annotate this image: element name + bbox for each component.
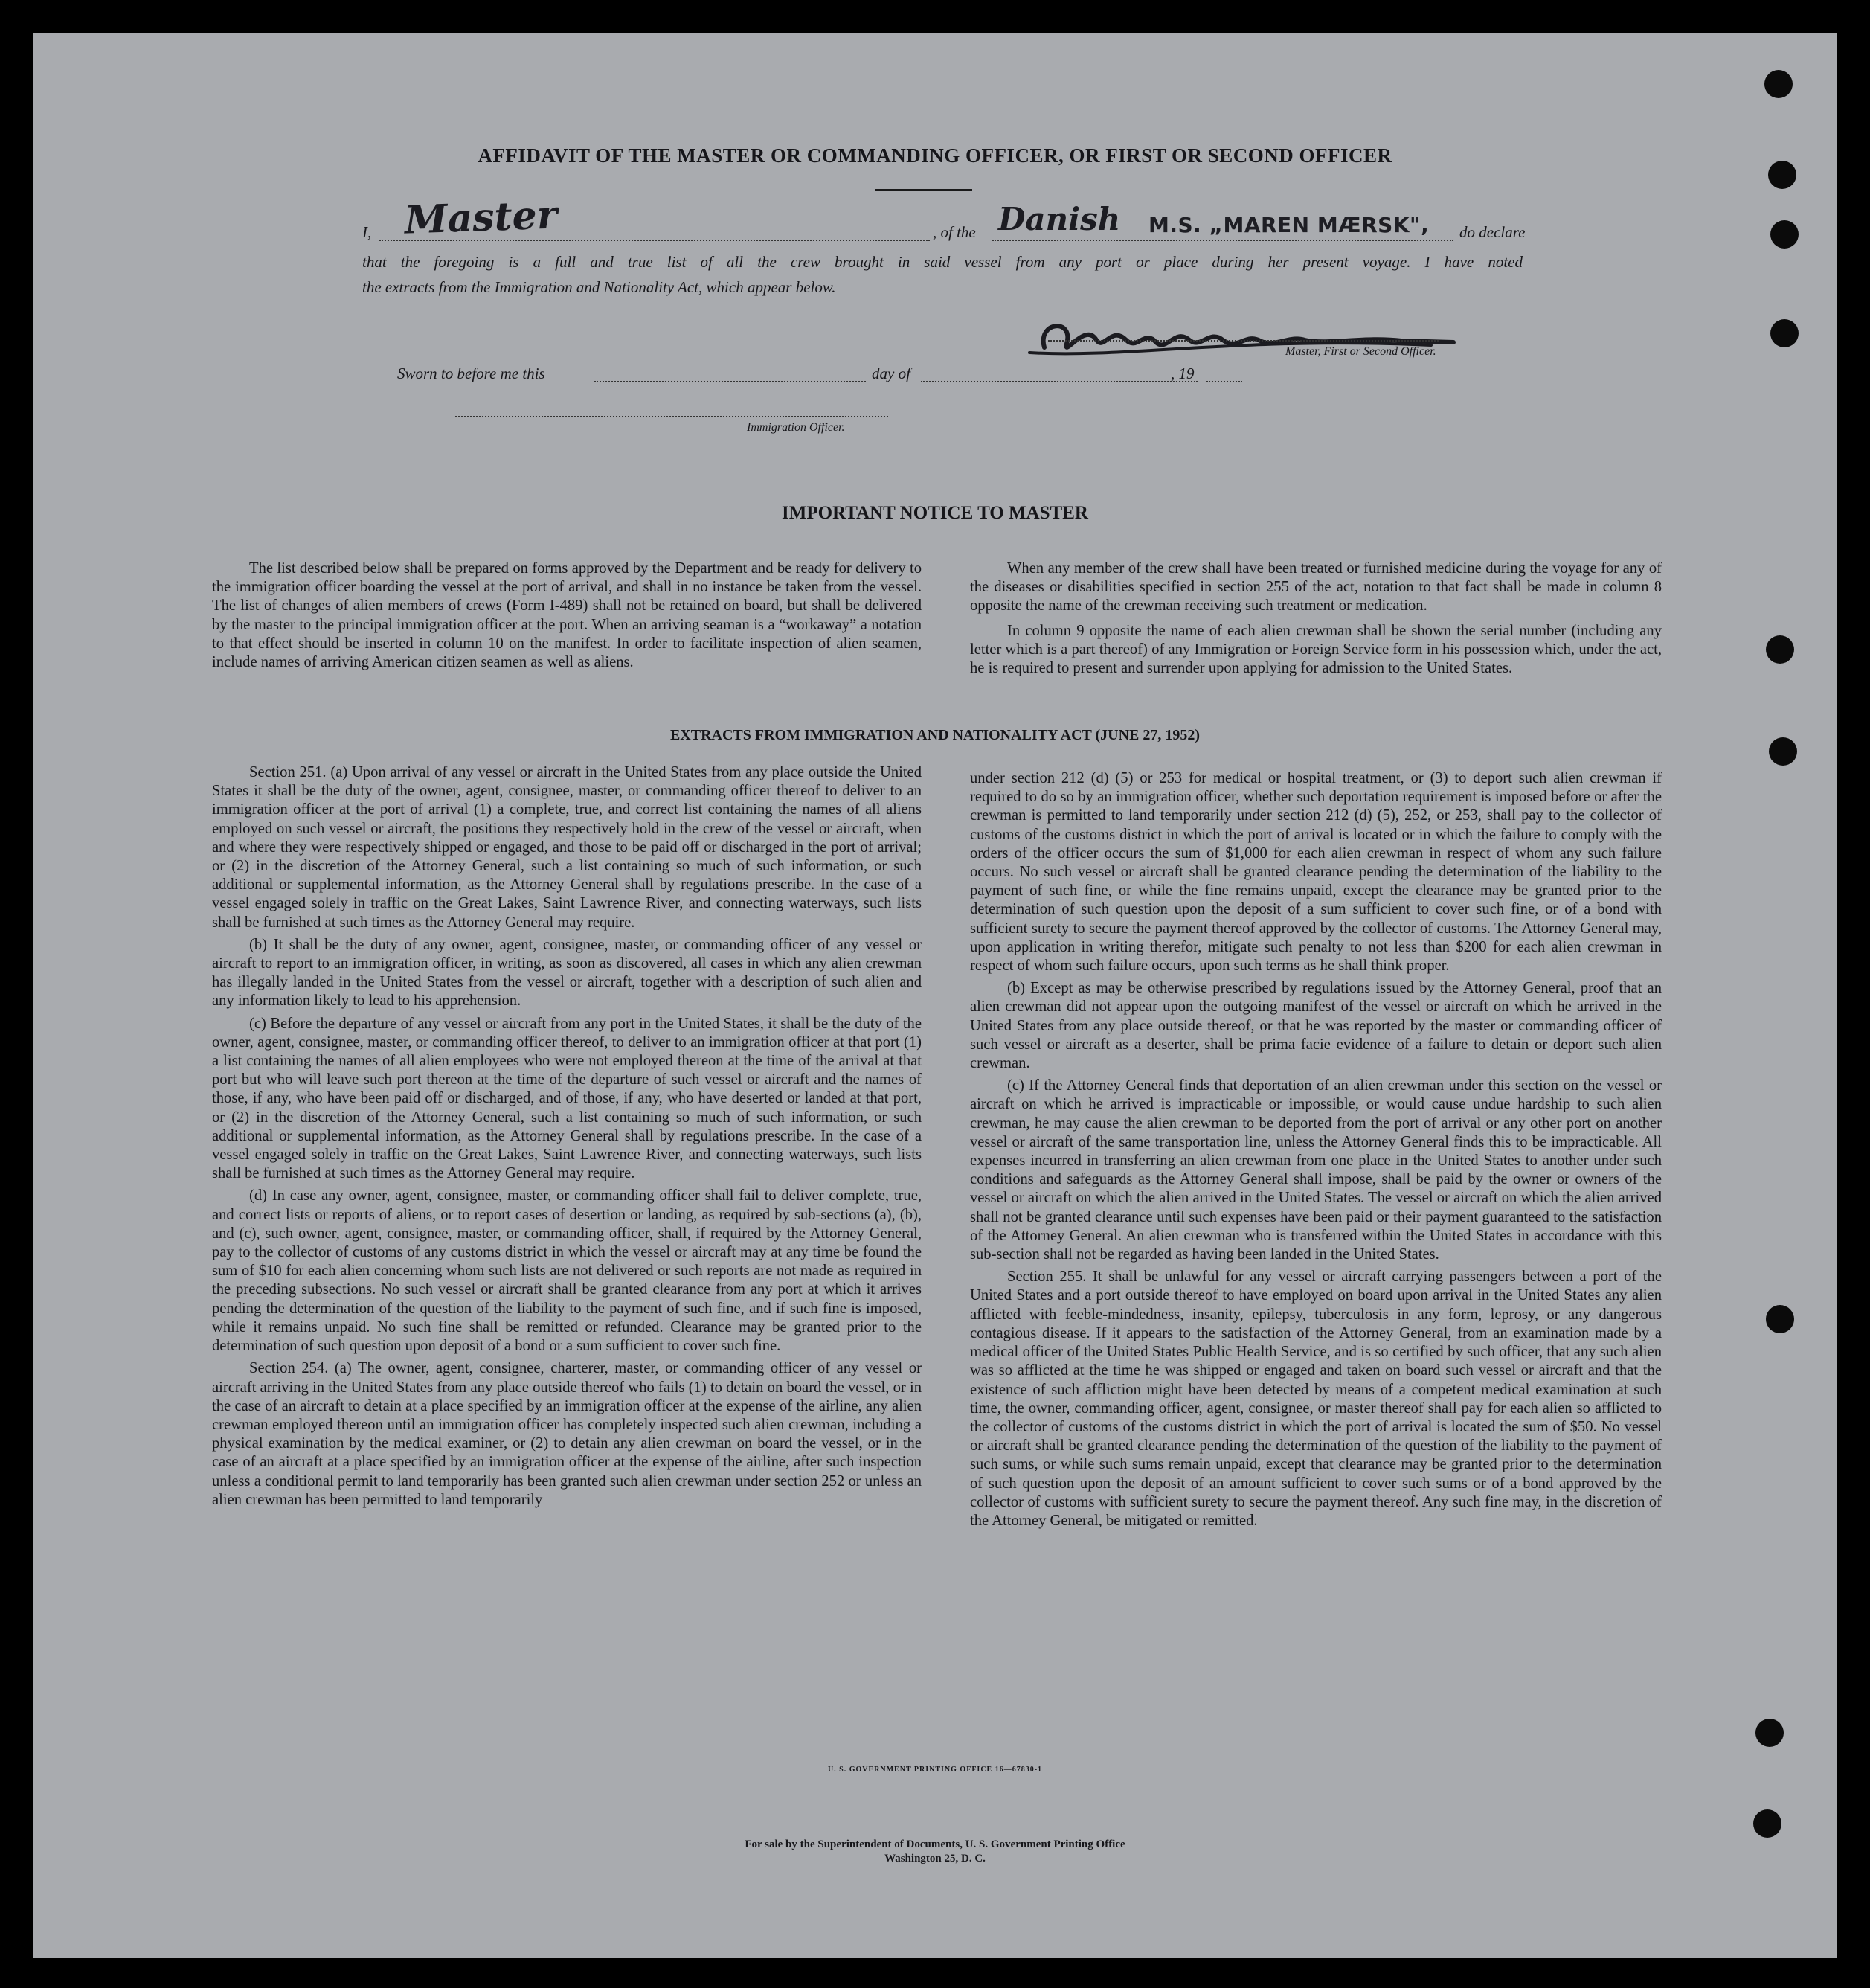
section-paragraph: under section 212 (d) (5) or 253 for medical or hospital treatment, or (3) to deport such alien crewman if required to do so by an immigration officer, whether such deportation requirement is imposed before or after the crewman is permitted to land temporarily under section 212 (d) (5), 252, or 253, shall pay to the collector of customs of the customs district in which the port of arrival is located or in which the failure to comply with the orders of the officer occurs the sum of $1,000 for each alien crewman in respect of whom any such failure occurs. No such vessel or aircraft shall be granted clearance pending the determination of the liability to the payment of such fine, or while the fine remains unpaid, except the clearance may be granted prior to the determination of such question upon the deposit of a sum sufficient to cover such fine, or of a bond with sufficient surety to secure the payment thereof approved by the collector of customs. The Attorney General may, upon application in writing therefor, mitigate such penalty to not less than $200 for each alien crewman in respect of whom such failure occurs, upon such terms as he shall think proper. [970,770,1662,975]
section-paragraph: (c) If the Attorney General finds that deportation of an alien crewman under this section on the vessel or aircraft on which he arrived is impracticable or impossible, or would cause undue hardship to such alien crewman, he may cause the alien crewman to be deported from the port of arrival or any other port on another vessel or aircraft of the same transportation line, unless the Attorney General finds this to be impracticable. All expenses incurred in transferring an alien crewman from one place in the United States to another under such conditions and safeguards as the Attorney General shall impose, shall be paid by the owner or owners of the vessel or aircraft on which the alien arrived in the United States. The vessel or aircraft on which the alien arrived shall not be granted clearance until such expenses have been paid or their payment guaranteed to the satisfaction of the Attorney General. An alien crewman who is transferred within the United States in accordance with this sub-section shall not be regarded as having been landed in the United States. [970,1077,1662,1263]
affidavit-prefix: I, [362,223,372,241]
extracts-left-column [212,763,922,1513]
notice-paragraph: The list described below shall be prepared on forms approved by the Department and be ready for delivery to the immigration officer boarding the vessel at the port of arrival, and shall in no instance be taken from the vessel. The list of changes of alien members of crews (Form I-489) shall not be retained on board, but shall be delivered by the master to the principal immigration officer at the port. When an arriving seaman is a “workaway” a notation to that effect should be inserted in column 10 on the manifest. In order to facilitate inspection of alien seamen, include names of arriving American citizen seamen as well as aliens. [212,560,922,671]
sale-line-2: Washington 25, D. C. [884,1853,986,1864]
section-paragraph: (b) It shall be the duty of any owner, agent, consignee, master, or commanding officer of any vessel or aircraft to report to an immigration officer, in writing, as soon as discovered, all cases in which any alien crewman has illegally landed in the United States from the vessel or aircraft, together with a description of such alien and any information likely to lead to his apprehension. [212,936,922,1010]
notice-paragraph: In column 9 opposite the name of each alien crewman shall be shown the serial number (including any letter which is a part thereof) of any Immigration or Foreign Service form in his possession which, under the act, he is required to present and surrender upon applying for admission to the United States. [970,622,1662,677]
section-paragraph: (d) In case any owner, agent, consignee, master, or commanding officer shall fail to deliver complete, true, and correct lists or reports of aliens, or to report cases of desertion or landing, as required by sub-sections (a), (b), and (c), such owner, agent, consignee, master, or commanding officer, shall, if required by the Attorney General, pay to the collector of customs of any customs district in which the vessel or aircraft may at any time be found the sum of $10 for each alien concerning whom such lists are not delivered or such reports are not made as required in the preceding subsections. No such vessel or aircraft shall be granted clearance from any port at which it arrives pending the determination of the question of the liability to the payment of such fine, and if such fine is imposed, while it remains unpaid. No such fine shall be remitted or refunded. Clearance may be granted prior to the determination of such question upon deposit of a bond or a sum sufficient to cover such fine. [212,1187,922,1355]
notice-left-column [212,559,922,678]
form-page [33,33,1837,1958]
signature-caption: Master, First or Second Officer. [1285,345,1436,358]
sworn-date-line [594,381,866,382]
punch-hole [1766,635,1794,664]
officer-caption: Immigration Officer. [747,421,845,434]
do-declare-label: do declare [1459,223,1526,241]
extracts-title: EXTRACTS FROM IMMIGRATION AND NATIONALITY ACT (JUNE 27, 1952) [669,727,1201,743]
vessel-dotted-line [992,240,1453,241]
sale-line-1: For sale by the Superintendent of Documents, U. S. Government Printing Office [745,1838,1125,1850]
punch-hole [1755,1719,1784,1747]
day-of-label: day of [872,365,910,382]
vessel-name-stamp: M.S. „MAREN MÆRSK", [1148,213,1430,237]
extracts-right-column [970,769,1662,1534]
punch-hole [1766,1305,1794,1333]
notice-paragraph: When any member of the crew shall have been treated or furnished medicine during the voyage for any of the diseases or disabilities specified in section 255 of the act, notation to that fact shall be made in column 8 opposite the name of the crewman receiving such treatment or medication. [970,560,1662,615]
sworn-label: Sworn to before me this [397,365,545,382]
affidavit-title: AFFIDAVIT OF THE MASTER OR COMMANDING OFFICER, OR FIRST OR SECOND OFFICER [478,144,1392,167]
notice-title: IMPORTANT NOTICE TO MASTER [782,503,1088,523]
gpo-imprint: U. S. GOVERNMENT PRINTING OFFICE 16—67830-1 [827,1766,1043,1774]
of-the-label: , of the [933,223,976,241]
month-line [921,381,1198,382]
punch-hole [1764,70,1793,98]
notice-right-column [970,559,1662,684]
statement-line-2: the extracts from the Immigration and Nationality Act, which appear below. [362,278,836,296]
year-label: , 19 [1171,365,1195,382]
vessel-handwriting: Danish [998,201,1121,237]
year-line [1206,381,1242,382]
punch-hole [1770,220,1799,248]
section-paragraph: Section 254. (a) The owner, agent, consignee, charterer, master, or commanding officer of any vessel or aircraft arriving in the United States from any place outside thereof who fails (1) to detain on board the vessel, or in the case of an aircraft to detain at a place specified by an immigration officer at the expense of the airline, any alien crewman employed thereon until an immigration officer has completely inspected such alien crewman, including a physical examination by the medical examiner, or (2) to detain any alien crewman on board the vessel, or in the case of an aircraft at a place specified by an immigration officer at the expense of the airline, after such inspection unless a conditional permit to land temporarily has been granted such alien crewman under section 252 or unless an alien crewman has been permitted to land temporarily [212,1360,922,1508]
section-paragraph: Section 255. It shall be unlawful for any vessel or aircraft carrying passengers between a port of the United States and a port outside thereof to have employed on board upon arrival in the United States any alien afflicted with feeble-mindedness, insanity, epilepsy, tuberculosis in any form, leprosy, or any dangerous contagious disease. If it appears to the satisfaction of the Attorney General, from an examination made by a medical officer of the United States Public Health Service, and is so certified by such officer, that any such alien was so afflicted at the time he was shipped or engaged and taken on board such vessel or aircraft and that the existence of such affliction might have been detected by means of a competent medical examination at such time, the owner, commanding officer, agent, consignee, or master thereof shall pay for each alien so afflicted to the collector of customs of the customs district in which the port of arrival is located the sum of $50. No vessel or aircraft shall be granted clearance pending the determination of the question of the liability to the payment of such sums, or while such sums remain unpaid, except that clearance may be granted prior to the determination of such question upon the deposit of an amount sufficient to cover such sums or of a bond approved by the collector of customs with sufficient surety to secure the payment thereof. Any such fine may, in the discretion of the Attorney General, be mitigated or remitted. [970,1269,1662,1529]
punch-hole [1770,319,1799,347]
title-rule [875,189,972,191]
section-paragraph: Section 251. (a) Upon arrival of any vessel or aircraft in the United States from any place outside the United States it shall be the duty of the owner, agent, consignee, master, or commanding officer thereof to deliver to an immigration officer at the port of arrival (1) a complete, true, and correct list containing the names of all aliens employed on such vessel or aircraft, the positions they respectively hold in the crew of the vessel or aircraft, when and where they were respectively shipped or engaged, and those to be paid off or discharged in the port of arrival; or (2) in the discretion of the Attorney General, such a list containing so much of such information, or such additional or supplemental information, as the Attorney General shall by regulations prescribe. In the case of a vessel engaged solely in traffic on the Great Lakes, Saint Lawrence River, and connecting waterways, such lists shall be furnished at such times as the Attorney General may require. [212,764,922,931]
punch-hole [1753,1809,1781,1838]
officer-signature-line [455,416,888,417]
statement-line-1: that the foregoing is a full and true list of all the crew brought in said vessel from any port or place during her present voyage. I have noted [362,253,1523,271]
master-handwriting: Master [403,192,559,243]
sale-imprint [33,1838,1837,1866]
master-signature [1015,307,1461,370]
section-paragraph: (b) Except as may be otherwise prescribed by regulations issued by the Attorney General, proof that an alien crewman did not appear upon the outgoing manifest of the vessel or aircraft on which he arrived in the United States from any place outside thereof, or that he was reported by the master or commanding officer of such vessel or aircraft as a deserter, shall be prima facie evidence of a failure to detain or deport such alien crewman. [970,980,1662,1072]
signature-line [1048,340,1439,342]
section-paragraph: (c) Before the departure of any vessel or aircraft from any port in the United States, it shall be the duty of the owner, agent, consignee, master, or commanding officer thereof, to deliver to an immigration officer at that port (1) a list containing the names of all alien employees who were not employed thereon at the time of the arrival at that port but who will leave such port thereon at the time of the departure of such vessel or aircraft and the names of those, if any, who have been paid off or discharged, and of those, if any, who have deserted or landed at that port, or (2) in the discretion of the Attorney General, such a list containing so much of such information, or such additional or supplemental information, as the Attorney General shall by regulations prescribe. In the case of a vessel engaged solely in traffic on the Great Lakes, Saint Lawrence River, and connecting waterways, such lists shall be furnished at such times as the Attorney General may require. [212,1015,922,1182]
